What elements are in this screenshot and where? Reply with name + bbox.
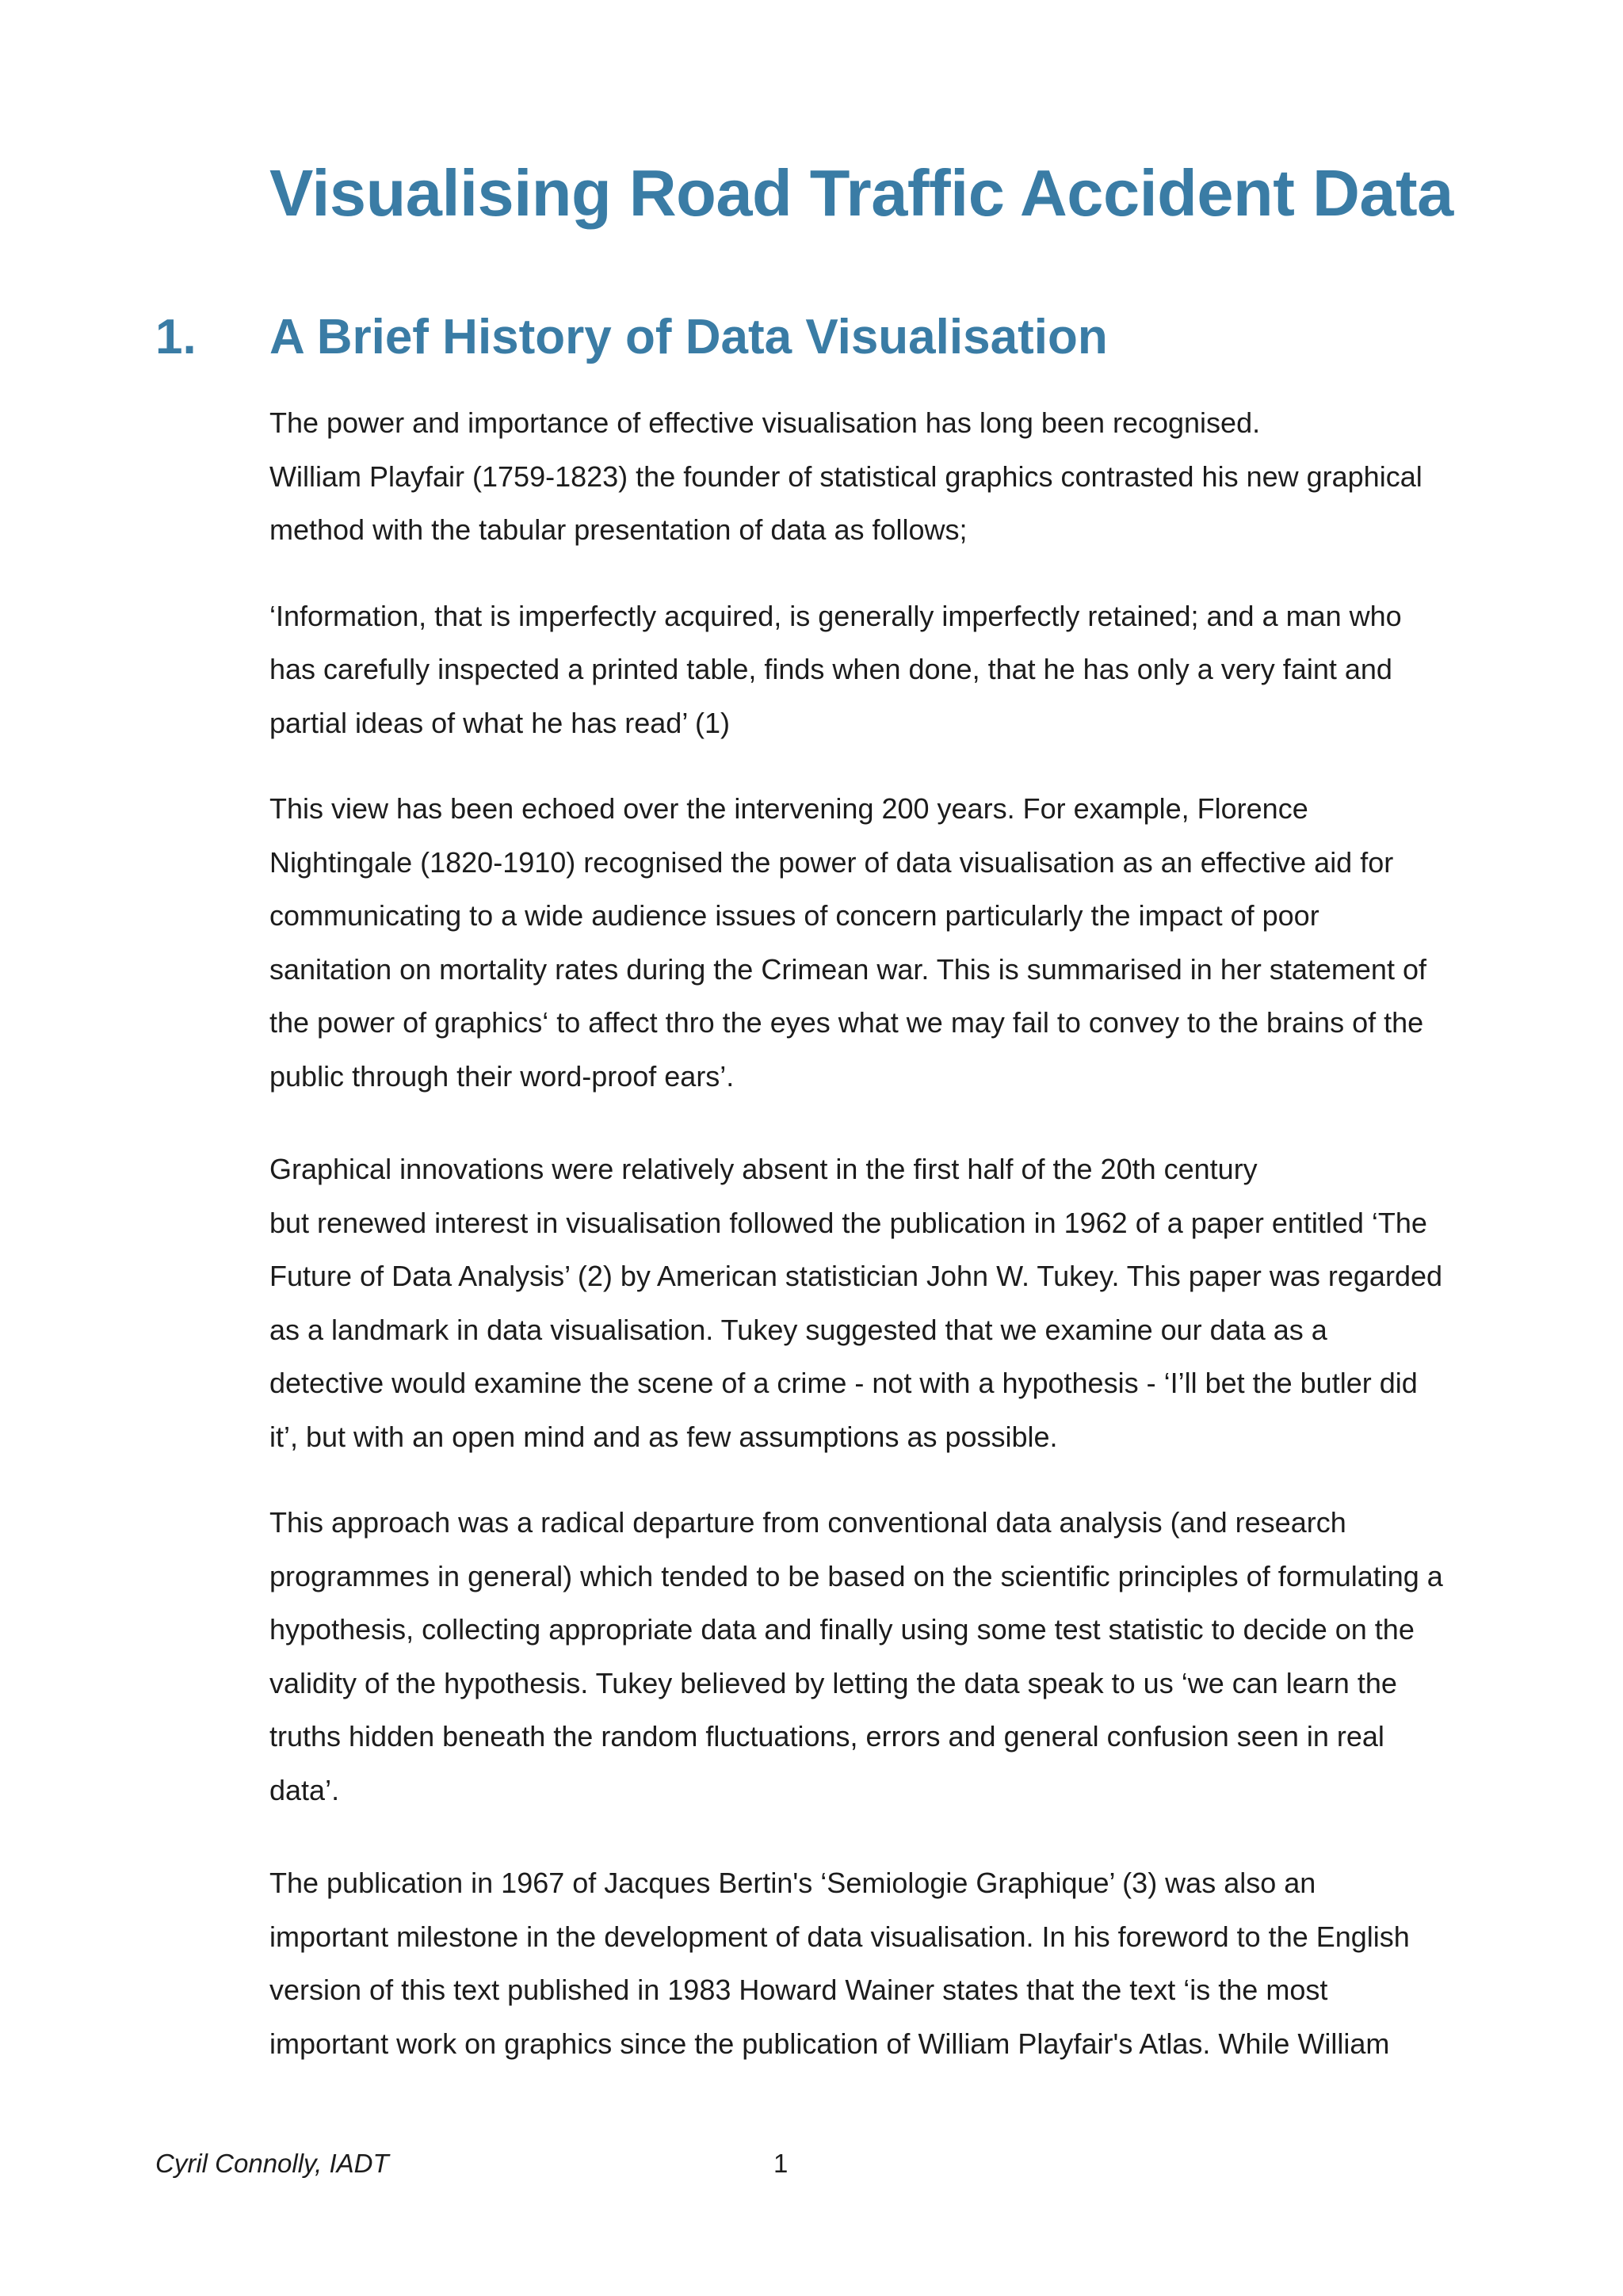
text-line: Nightingale (1820-1910) recognised the power of data visualisation as an effective aid for — [269, 845, 1394, 879]
page-number: 1 — [773, 2149, 789, 2178]
text-line: it’, but with an open mind and as few assumptions as possible. — [269, 1420, 1058, 1453]
text-line: William Playfair (1759-1823) the founder of statistical graphics contrasted his new graphical — [269, 460, 1423, 493]
text-line: important milestone in the development of data visualisation. In his foreword to the English — [269, 1920, 1410, 1953]
text-line: truths hidden beneath the random fluctuations, errors and general confusion seen in real — [269, 1720, 1384, 1753]
text-line: Future of Data Analysis’ (2) by American statistician John W. Tukey. This paper was regarded — [269, 1260, 1443, 1292]
page-title: Visualising Road Traffic Accident Data — [269, 156, 1453, 230]
text-line: public through their word-proof ears’. — [269, 1059, 735, 1093]
section-title: A Brief History of Data Visualisation — [269, 310, 1108, 364]
text-line: The power and importance of effective visualisation has long been recognised. — [269, 406, 1261, 439]
text-line: the power of graphics‘ to affect thro the eyes what we may fail to convey to the brains of the — [269, 1006, 1424, 1039]
text-line: programmes in general) which tended to be based on the scientific principles of formulating a — [269, 1559, 1443, 1592]
paragraph-bertin — [269, 1856, 1490, 2070]
text-line: method with the tabular presentation of data as follows; — [269, 513, 968, 546]
text-line: as a landmark in data visualisation. Tukey suggested that we examine our data as a — [269, 1313, 1327, 1346]
text-line: detective would examine the scene of a crime - not with a hypothesis - ‘I’ll bet the butler did — [269, 1367, 1418, 1399]
text-line: validity of the hypothesis. Tukey believed by letting the data speak to us ‘we can learn the — [269, 1666, 1397, 1699]
paragraph-tukey — [269, 1142, 1490, 1463]
text-line: important work on graphics since the publication of William Playfair's Atlas. While William — [269, 2027, 1390, 2060]
text-line: hypothesis, collecting appropriate data and finally using some test statistic to decide on the — [269, 1613, 1415, 1646]
text-line: partial ideas of what he has read’ (1) — [269, 706, 730, 739]
text-line: The publication in 1967 of Jacques Bertin's ‘Semiologie Graphique’ (3) was also an — [269, 1867, 1316, 1899]
text-line: ‘Information, that is imperfectly acquired, is generally imperfectly retained; and a man who — [269, 599, 1402, 632]
text-line: has carefully inspected a printed table, finds when done, that he has only a very faint and — [269, 653, 1392, 685]
section-number: 1. — [155, 310, 197, 364]
section-heading — [155, 309, 1108, 365]
footer-author: Cyril Connolly, IADT — [155, 2149, 389, 2178]
text-line: sanitation on mortality rates during the Crimean war. This is summarised in her statement of — [269, 952, 1426, 986]
text-line: Graphical innovations were relatively absent in the first half of the 20th century — [269, 1153, 1258, 1185]
paragraph-approach — [269, 1496, 1490, 1817]
paragraph-playfair-quote — [269, 589, 1490, 750]
text-line: communicating to a wide audience issues of concern particularly the impact of poor — [269, 899, 1319, 932]
body-text — [269, 396, 1490, 2070]
text-line: This approach was a radical departure from conventional data analysis (and research — [269, 1506, 1346, 1539]
text-line: This view has been echoed over the intervening 200 years. For example, Florence — [269, 792, 1308, 825]
text-line: version of this text published in 1983 Howard Wainer states that the text ‘is the most — [269, 1974, 1328, 2006]
text-line: but renewed interest in visualisation followed the publication in 1962 of a paper entitled ‘The — [269, 1206, 1427, 1239]
text-line: data’. — [269, 1773, 340, 1806]
paragraph-intro — [269, 396, 1490, 557]
paragraph-nightingale — [269, 782, 1490, 1103]
